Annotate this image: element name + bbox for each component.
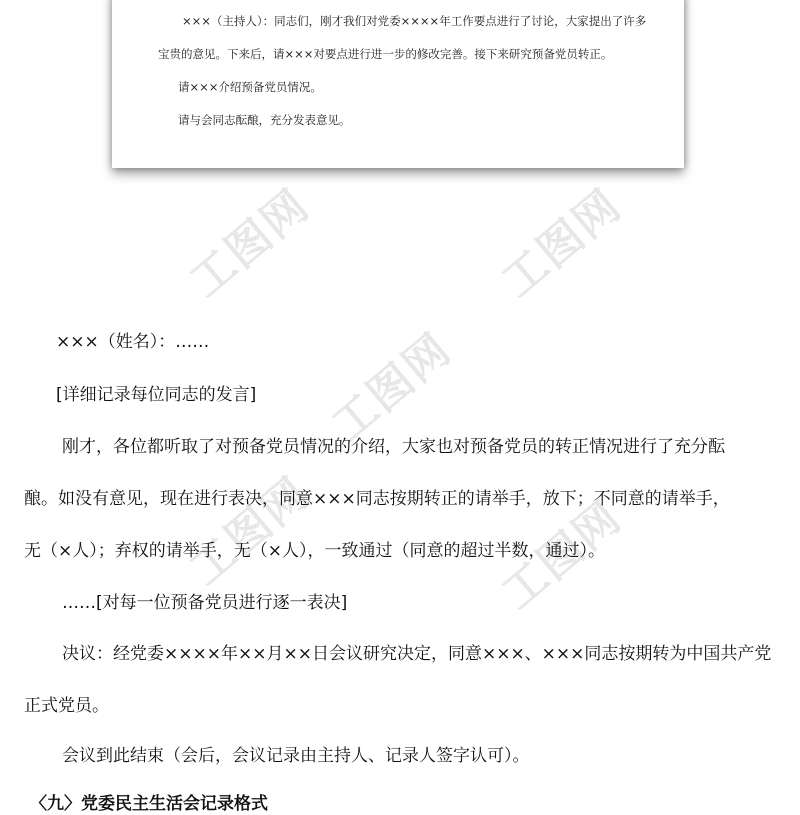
vote-each-note: ……[对每一位预备党员进行逐一表决] <box>62 593 348 613</box>
record-note: [详细记录每位同志的发言] <box>56 385 257 405</box>
watermark: 工图网 <box>322 323 462 452</box>
card-line-3: 请×××介绍预备党员情况。 <box>178 80 322 94</box>
document-page-card <box>112 0 684 168</box>
resolution-line-1: 决议：经党委××××年××月××日会议研究决定，同意×××、×××同志按期转为中国共产党 <box>62 644 772 664</box>
speaker-line: ×××（姓名）：…… <box>56 332 210 352</box>
watermark: 工图网 <box>180 467 320 596</box>
watermark: 工图网 <box>492 491 632 620</box>
vote-paragraph-line-2: 酿。如没有意见，现在进行表决，同意×××同志按期转正的请举手，放下；不同意的请举手， <box>24 489 730 509</box>
card-line-2: 宝贵的意见。下来后，请×××对要点进行进一步的修改完善。接下来研究预备党员转正。 <box>158 47 613 61</box>
vote-paragraph-line-3: 无（×人）；弃权的请举手，无（×人），一致通过（同意的超过半数，通过）。 <box>24 541 605 561</box>
closing-line: 会议到此结束（会后，会议记录由主持人、记录人签字认可）。 <box>62 746 530 766</box>
card-line-1: ×××（主持人）：同志们，刚才我们对党委××××年工作要点进行了讨论，大家提出了许多 <box>182 14 647 28</box>
watermark: 工图网 <box>180 179 320 308</box>
watermark: 工图网 <box>492 179 632 308</box>
card-line-4: 请与会同志酝酿，充分发表意见。 <box>178 113 351 127</box>
vote-paragraph-line-1: 刚才，各位都听取了对预备党员情况的介绍，大家也对预备党员的转正情况进行了充分酝 <box>62 437 725 457</box>
resolution-line-2: 正式党员。 <box>24 696 109 716</box>
next-section-heading: 〈九〉党委民主生活会记录格式 <box>30 794 268 814</box>
